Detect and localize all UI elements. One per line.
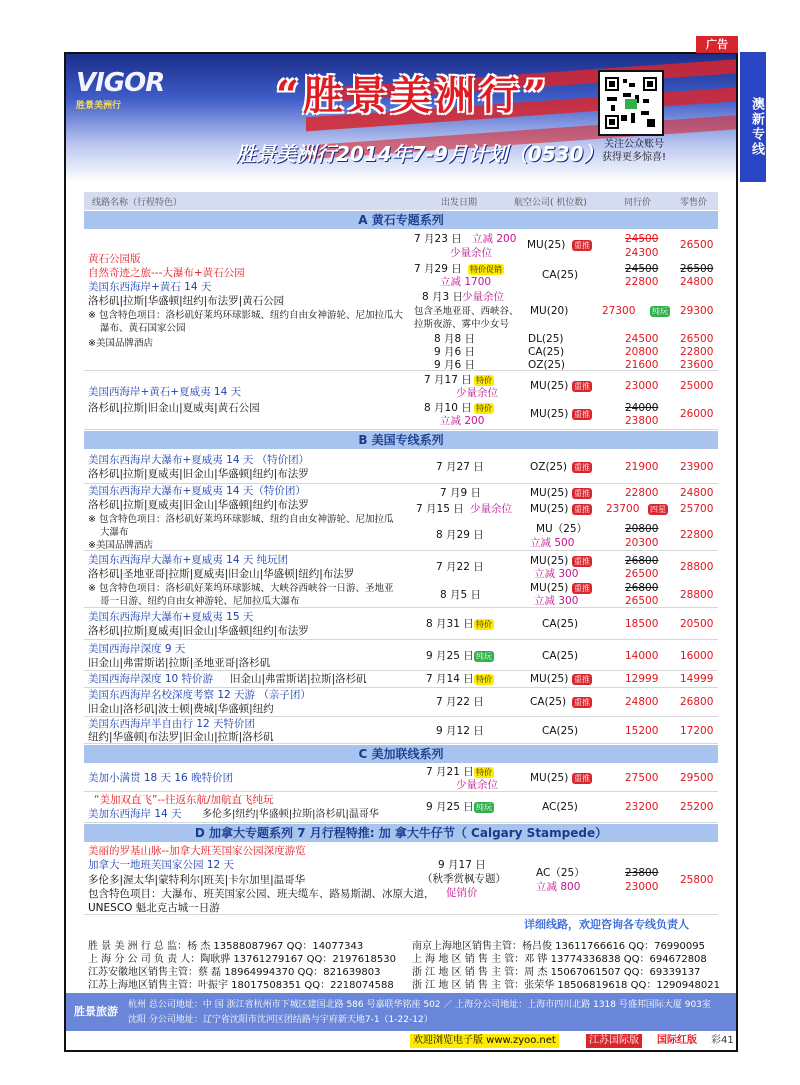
table-row[interactable]: 美国西海岸深度 10 特价游 旧金山|弗雷斯诺|拉斯|洛杉矶 7 月14 日 特价 MU(25) 重推 12999 14999 [84, 672, 718, 688]
qr-code-icon[interactable] [598, 70, 664, 136]
contacts: 详细线路，欢迎咨询各专线负责人 胜 景 美 洲 行 总 监：杨 杰 13588087967 QQ：14077343 上 海 分 公 司 负 责 人：陶耿骅 13761279167 QQ：2197618530 江苏安徽地区销售主管：蔡 磊 18964994370 QQ：821639803 江苏上海地区销售主管：叶振宇 18017508351 QQ：2218074588 南京上海地区销售主管：杨吕俊 13611766616 QQ：76990095 上 海 地 区 销 售 主 管：邓 铧 13774336838 QQ：694672808 浙 江 地 区 销 售 主 管：周 杰 15067061507 QQ：69339137 浙 江 地 区 销 售 主 管：张荣华 18506819618 QQ：1290948021 [88, 918, 720, 991]
qr-note: 关注公众账号 获得更多惊喜! [601, 139, 666, 163]
section-b-header: B 美国专线系列 [84, 431, 718, 449]
sidebar-tab[interactable]: 澳新专线 [740, 52, 766, 182]
section-a-header: A 黄石专题系列 [84, 211, 718, 229]
table-header: 线路名称（行程特色） 出发日期 航空公司( 机位数) 同行价 零售价 [84, 192, 718, 210]
table-row[interactable]: 美国东西海岸名校深度考察 12 天游 （亲子团） 旧金山|洛杉矶|波士顿|费城|华盛顿|纽约 7 月22 日 CA(25) 重推 24800 26800 [84, 689, 718, 717]
table-row[interactable]: 美加小满贯 18 天 16 晚特价团 7 月21 日 特价 少量余位 MU(25) 重推 27500 29500 [84, 764, 718, 792]
site-link[interactable]: 欢迎浏览电子版 www.zyoo.net [410, 1034, 559, 1048]
table-row[interactable]: 美国西海岸深度 9 天 旧金山|弗雷斯诺|拉斯|圣地亚哥|洛杉矶 9 月25 日 纯玩 CA(25) 14000 16000 [84, 641, 718, 671]
table-row[interactable]: 美国东西海岸大瀑布+夏威夷 14 天 纯玩团 洛杉矶|圣地亚哥|拉斯|夏威夷|旧金山|华盛顿|纽约|布法罗 ※ 包含特色项目：洛杉矶好莱坞环球影城、大峡谷西峡谷一日游、圣地亚 哥一日游、纽约自由女神游轮、尼加拉瓜大瀑布 7 月22 日 MU(25) 重推 立减 300 26800 26500 28800 8 月5 日 MU(25) 重推 立减 300 26800 26500 28800 [84, 552, 718, 608]
address-bar: 胜景旅游 杭州 总公司地址：中 国 浙江省杭州市下城区建国北路 586 号嘉联华铭座 502 ／ 上海分公司地址：上海市四川北路 1318 号盛邦国际大厦 903室 沈阳 分公司地址：辽宁省沈阳市沈河区团结路与宇府新天地7-1（1-22-12） [66, 993, 736, 1031]
banner [66, 54, 736, 182]
page-title: “胜景美洲行” [276, 72, 551, 119]
brand-logo: VIGOR 胜景美洲行 [76, 68, 165, 111]
section-c-header: C 美加联线系列 [84, 745, 718, 763]
table-row[interactable]: 美国东西海岸半自由行 12 天特价团 纽约|华盛顿|布法罗|旧金山|拉斯|洛杉矶 9 月12 日 CA(25) 15200 17200 [84, 718, 718, 744]
table-row[interactable]: 美国西海岸+黄石+夏威夷 14 天 洛杉矶|拉斯|旧金山|夏威夷|黄石公园 7 月17 日 特价 少量余位 MU(25) 重推 23000 25000 8 月10 日 特价 立减 200 MU(25) 重推 24000 23800 26000 [84, 372, 718, 430]
table-row[interactable]: 黄石公园版 自然奇迹之旅---大瀑布+黄石公园 美国东西海岸+黄石 14 天 洛杉矶|拉斯|华盛顿|纽约|布法罗|黄石公园 ※ 包含特色项目：洛杉矶好莱坞环球影城、纽约自由女神游轮、尼加拉瓜大 瀑布、黄石国家公园 ※美国品牌酒店 7 月23 日 立减 200 少量余位 MU(25) 重推 24500 24300 26500 7 月29 日 特价促销 立减 1700 CA(25) 24500 22800 26500 24800 8 月3 日 少量余位 包含圣地亚哥、西峡谷、 拉斯夜游、雾中少女号 MU(20) 27300 纯玩 29300 8 月8 日 DL(25) 24500 26500 9 月6 日 CA(25) 20800 22800 9 月6 日 OZ(25) 21600 23600 [84, 229, 718, 371]
table-row[interactable]: “美加双直飞”--往返东航/加航直飞纯玩 美加东西海岸 14 天 多伦多|纽约|华盛顿|拉斯|洛杉矶|温哥华 9 月25 日 纯玩 AC(25) 23200 25200 [84, 793, 718, 823]
page-subtitle: 胜景美洲行2014年7-9月计划（0530） [236, 142, 604, 166]
table-row[interactable]: 美国东西海岸大瀑布+夏威夷 15 天 洛杉矶|拉斯|夏威夷|旧金山|华盛顿|纽约|布法罗 8 月31 日 特价 CA(25) 18500 20500 [84, 609, 718, 640]
table-row[interactable]: 美国东西海岸大瀑布+夏威夷 14 天（特价团） 洛杉矶|拉斯|夏威夷|旧金山|华盛顿|纽约|布法罗 ※ 包含特色项目：洛杉矶好莱坞环球影城、纽约自由女神游轮、尼加拉瓜 大瀑布 ※美国品牌酒店 7 月9 日 MU(25) 重推 22800 24800 7 月15 日 少量余位 MU(25) 重推 23700 四星 25700 8 月29 日 MU（25） 立减 500 20800 20300 22800 [84, 485, 718, 551]
table-row[interactable]: 美丽的罗基山脉--加拿大班芙国家公园深度游览 加拿大一地班芙国家公园 12 天 多伦多|渥太华|蒙特利尔|班芙|卡尔加里|温哥华 包含特色项目：大瀑布、班芙国家公园、班夫缆车、路易斯湖、冰原大道， UNESCO 魁北克古城一日游 9 月17 日 （秋季赏枫专题） 促销价 AC（25） 立减 800 23800 23000 25800 [84, 843, 718, 915]
section-d-header: D 加拿大专题系列 7 月行程特推: 加 拿大牛仔节（ Calgary Stampede） [84, 824, 718, 842]
ad-tag: 广告 [696, 36, 738, 53]
footer: 欢迎浏览电子版 www.zyoo.net 江苏国际版 国际红版 彩41 [410, 1032, 738, 1050]
table-row[interactable]: 美国东西海岸大瀑布+夏威夷 14 天 （特价团） 洛杉矶|拉斯|夏威夷|旧金山|华盛顿|纽约|布法罗 7 月27 日 OZ(25) 重推 21900 23900 [84, 450, 718, 484]
